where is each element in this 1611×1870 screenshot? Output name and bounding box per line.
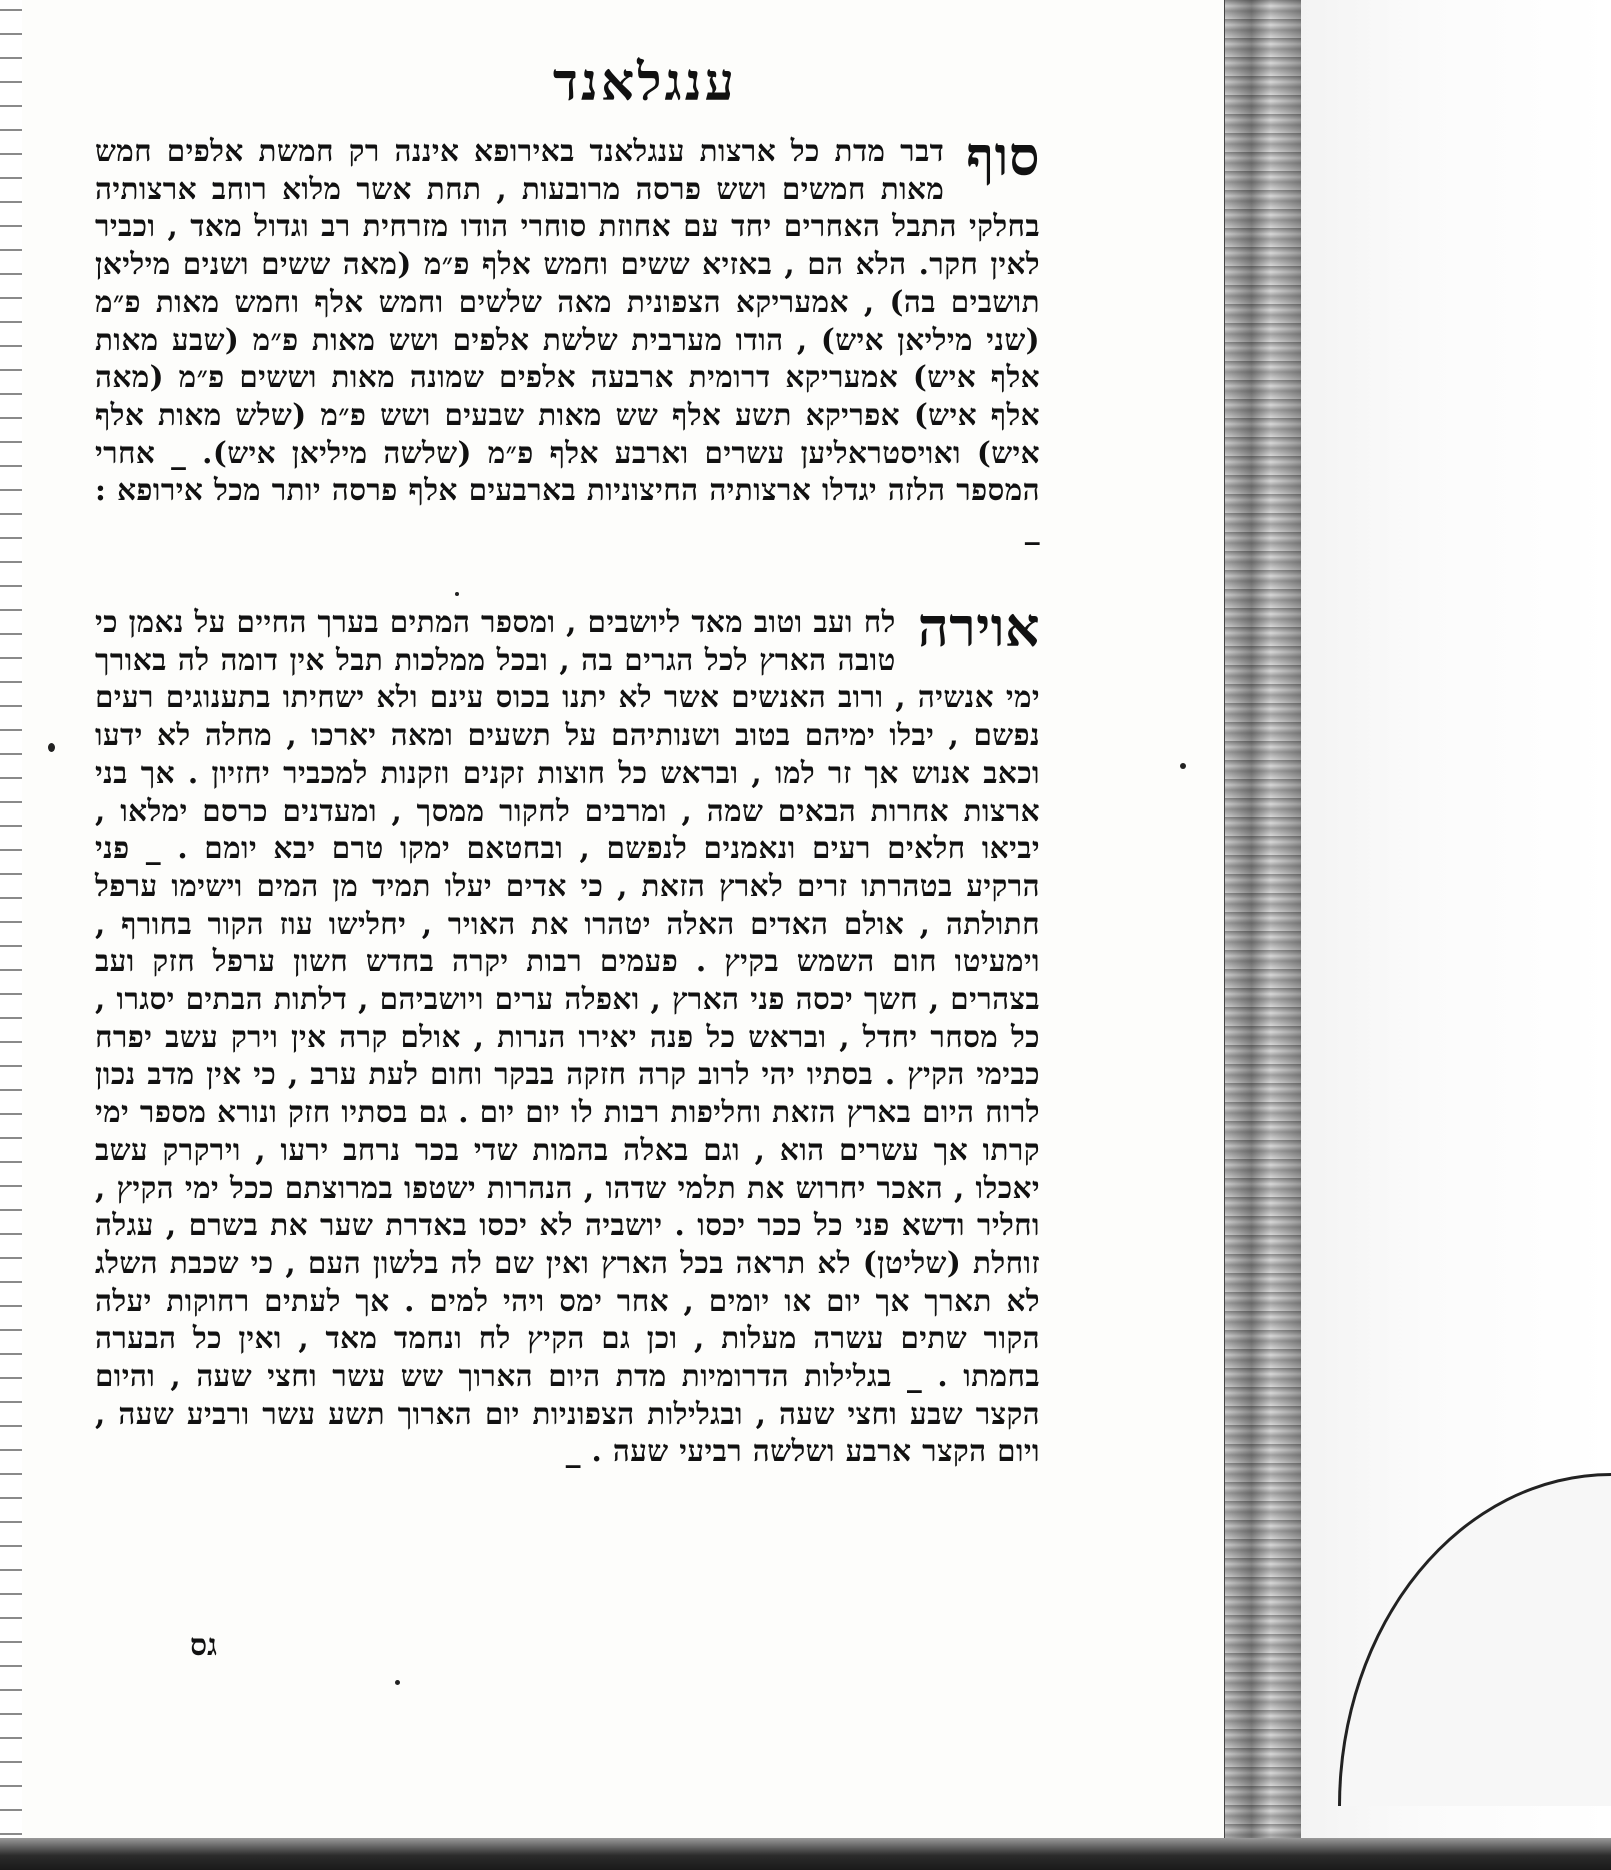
- running-head: ענגלאנד: [552, 52, 738, 113]
- ink-speck: [48, 743, 55, 752]
- section-body: לח ועב וטוב מאד ליושבים , ומספר המתים בערך החיים על נאמן כי טובה הארץ לכל הגרים בה , ובכל ממלכות תבל אין דומה לה באורך ימי אנשיה , ורוב האנשים אשר לא יתנו בכוס עינם ולא ישחיתו בתענוגים רעים נפשם , יבלו ימיהם בטוב ושנותיהם על תשעים ומאה יארכו , מחלה לא ידעו וכאב אנוש אך זר למו , ובראש כל חוצות זקנים וזקנות למכביר יחזיון . אך בני ארצות אחרות הבאים שמה , ומרבים לחקור ממסך , ומעדנים כרסם ימלאו , יביאו חלאים רעים ונאמנים לנפשם , ובחטאם ימקו טרם יבא יומם . _ פני הרקיע בטהרתו זרים לארץ הזאת , כי אדים יעלו תמיד מן המים וישימו ערפל חתולתה , אולם האדים האלה יטהרו את האויר , יחלישו עוז הקור בחורף , וימעיטו חום השמש בקיץ . פעמים רבות יקרה בחדש חשון ערפל חזק ועב בצהרים , חשך יכסה פני הארץ , ואפלה ערים ויושביהם , דלתות הבתים יסגרו , כל מסחר יחדל , ובראש כל פנה יאירו הנרות , אולם קרה אין וירק עשב יפרח כבימי הקיץ . בסתיו יהי לרוב קרה חזקה בבקר וחום לעת ערב , כי אין מדב נכון לרוח היום בארץ הזאת וחליפות רבות לו יום יום . גם בסתיו חזק ונורא מספר ימי קרתו אך עשרים הוא , וגם באלה בהמות שדי בכר נרחב ירעו , וירקרק עשב יאכלו , האכר יחרוש את תלמי שדהו , הנהרות ישטפו במרוצתם ככל ימי הקיץ , וחליר ודשא פני כל ככר יכסו . יושביה לא יכסו באדרת שער את בשרם , עגלה זוחלת (שליטן) לא תראה בכל הארץ ואין שם לה בלשון העם , כי שכבת השלג לא תארך אך יום או יומים , אחר ימס ויהי למים . אך לעתים רחוקות יעלה הקור שתים עשרה מעלות , וכן גם הקיץ לח ונחמד מאד , ואין כל הבערה בחמתו . _ בגלילות הדרומיות מדת היום הארוך שש עשר וחצי שעה , והיום הקצר שבע וחצי שעה , ובגלילות הצפוניות יום הארוך תשע עשר ורביע שעה , ויום הקצר ארבע ושלשה רביעי שעה . _: [95, 604, 1040, 1469]
- ink-speck: [395, 1680, 400, 1685]
- section-body: דבר מדת כל ארצות ענגלאנד באירופא איננה רק חמשת אלפים חמש מאות חמשים ושש פרסה מרובעות , תחת אשר מלוא רוחב ארצותיה בחלקי התבל האחרים יחד עם אחוזת סוחרי הודו מזרחית רב וגדול מאד , וכביר לאין חקר. הלא הם , באזיא ששים וחמש אלף פ״מ (מאה ששים ושנים מיליאן תושבים בה) , אמעריקא הצפונית מאה שלשים וחמש אלף וחמש מאות פ״מ (שני מיליאן איש) , הודו מערבית שלשת אלפים ושש מאות פ״מ (שבע מאות אלף איש) אמעריקא דרומית ארבעה אלפים שמונה מאות וששים פ״מ (מאה אלף איש) אפריקא תשע אלף שש מאות שבעים ושש פ״מ (שלש מאות אלף איש) ואויסטראליען עשרים וארבע אלף פ״מ (שלשה מיליאן איש). _ אחרי המספר הלזה יגדלו ארצותיה החיצוניות בארבעים אלף פרסה יותר מכל אירופא : _: [95, 133, 1040, 546]
- background-right: [1301, 0, 1611, 1838]
- section-initial-word: סוף: [966, 124, 1040, 188]
- section-initial-word: אוירה: [917, 595, 1040, 659]
- signature-mark: גס: [190, 1628, 217, 1663]
- book-spine: [1225, 0, 1301, 1838]
- ink-speck: [455, 592, 459, 596]
- section-climate: [95, 595, 1040, 1470]
- section-size: [95, 124, 1040, 547]
- bottom-shadow: [0, 1838, 1611, 1870]
- page-corner-curl: [1338, 1473, 1611, 1806]
- book-left-edge: [0, 0, 22, 1870]
- ink-speck: [1180, 763, 1186, 769]
